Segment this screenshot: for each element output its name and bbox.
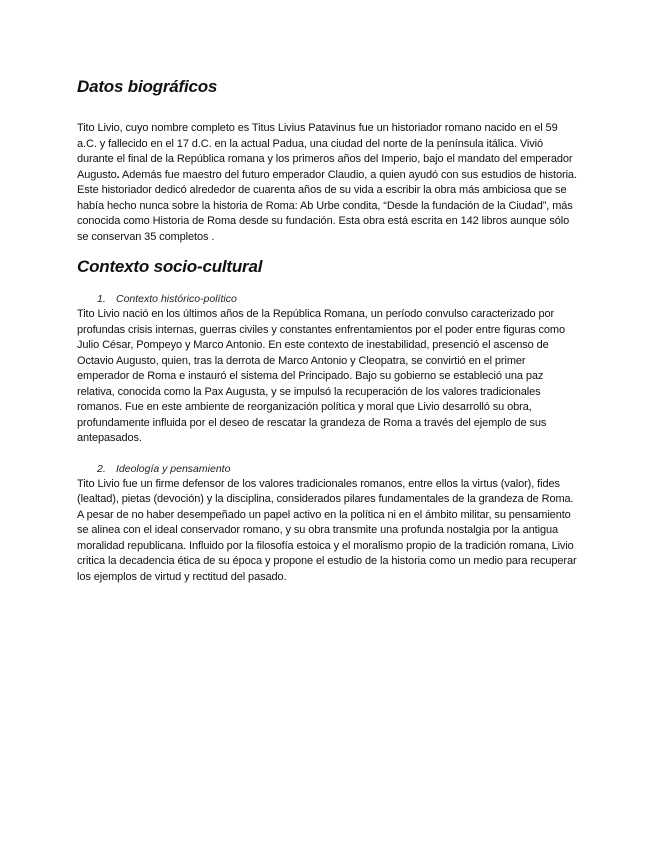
paragraph-ideologia: Tito Livio fue un firme defensor de los valores tradicionales romanos, entre ellos la virtus (valor), fides (lealtad), pietas (devoción) y la disciplina, considerados pilares fundamentales de la grandeza de Roma. A pesar de no haber desempeñado un papel activo en la política ni en el ámbito militar, su pensamiento se alinea con el ideal conservador romano, y su obra transmite una profunda nostalgia por la antigua moralidad republicana. Influido por la filosofía estoica y el moralismo propio de la tradición romana, Livio critica la decadencia ética de su época y propone el estudio de la historia como un medio para recuperar los ejemplos de virtud y rectitud del pasado. bbox=[77, 477, 577, 583]
subheading-label: Ideología y pensamiento bbox=[116, 462, 231, 475]
subheading-ideologia-pensamiento bbox=[77, 462, 579, 477]
paragraph-biografia-1 bbox=[77, 121, 579, 183]
paragraph-contexto-historico: Tito Livio nació en los últimos años de la República Romana, un período convulso caracterizado por profundas crisis internas, guerras civiles y constantes enfrentamientos por el poder entre figuras como Julio César, Pompeyo y Marco Antonio. En este contexto de inestabilidad, presenció el ascenso de Octavio Augusto, quien, tras la derrota de Marco Antonio y Cleopatra, se convirtió en el primer emperador de Roma e instauró el sistema del Principado. Bajo su gobierno se estableció una paz relativa, conocida como la Pax Augusta, y se impulsó la recuperación de los valores tradicionales romanos. Fue en este ambiente de reorganización política y moral que Livio desarrolló su obra, profundamente influida por el deseo de rescatar la grandeza de Roma a través del ejemplo de sus antepasados. bbox=[77, 308, 566, 444]
paragraph-text: Tito Livio, cuyo nombre completo es Titus Livius Patavinus fue un historiador romano nacido en el 59 a.C. y fallecido en el 17 d.C. en la actual Padua, una ciudad del norte de la península itálica. Vivió durante el final de la República romana y los primeros años del Imperio, bajo el mandato del emperador Augusto bbox=[77, 122, 573, 181]
paragraph-biografia-2: Este historiador dedicó alrededor de cuarenta años de su vida a escribir la obra más ambiciosa que se había hecho nunca sobre la historia de Roma: Ab Urbe condita, “Desde la fundación de la Ciudad”, más conocida como Historia de Roma desde su fundación. Esta obra está escrita en 142 libros aunque sólo se conservan 35 completos . bbox=[77, 184, 573, 243]
section-title-datos-biograficos: Datos biográficos bbox=[77, 77, 218, 96]
bold-period: . bbox=[116, 168, 120, 181]
document-page bbox=[77, 76, 579, 585]
subheading-label: Contexto histórico-político bbox=[116, 293, 237, 305]
list-number: 2. bbox=[97, 462, 106, 475]
subheading-contexto-historico-politico bbox=[77, 292, 579, 307]
list-number: 1. bbox=[97, 293, 106, 305]
section-title-contexto-socio-cultural: Contexto socio-cultural bbox=[77, 257, 263, 276]
paragraph-text: Además fue maestro del futuro emperador Claudio, a quien ayudó con sus estudios de historia. bbox=[119, 168, 577, 181]
